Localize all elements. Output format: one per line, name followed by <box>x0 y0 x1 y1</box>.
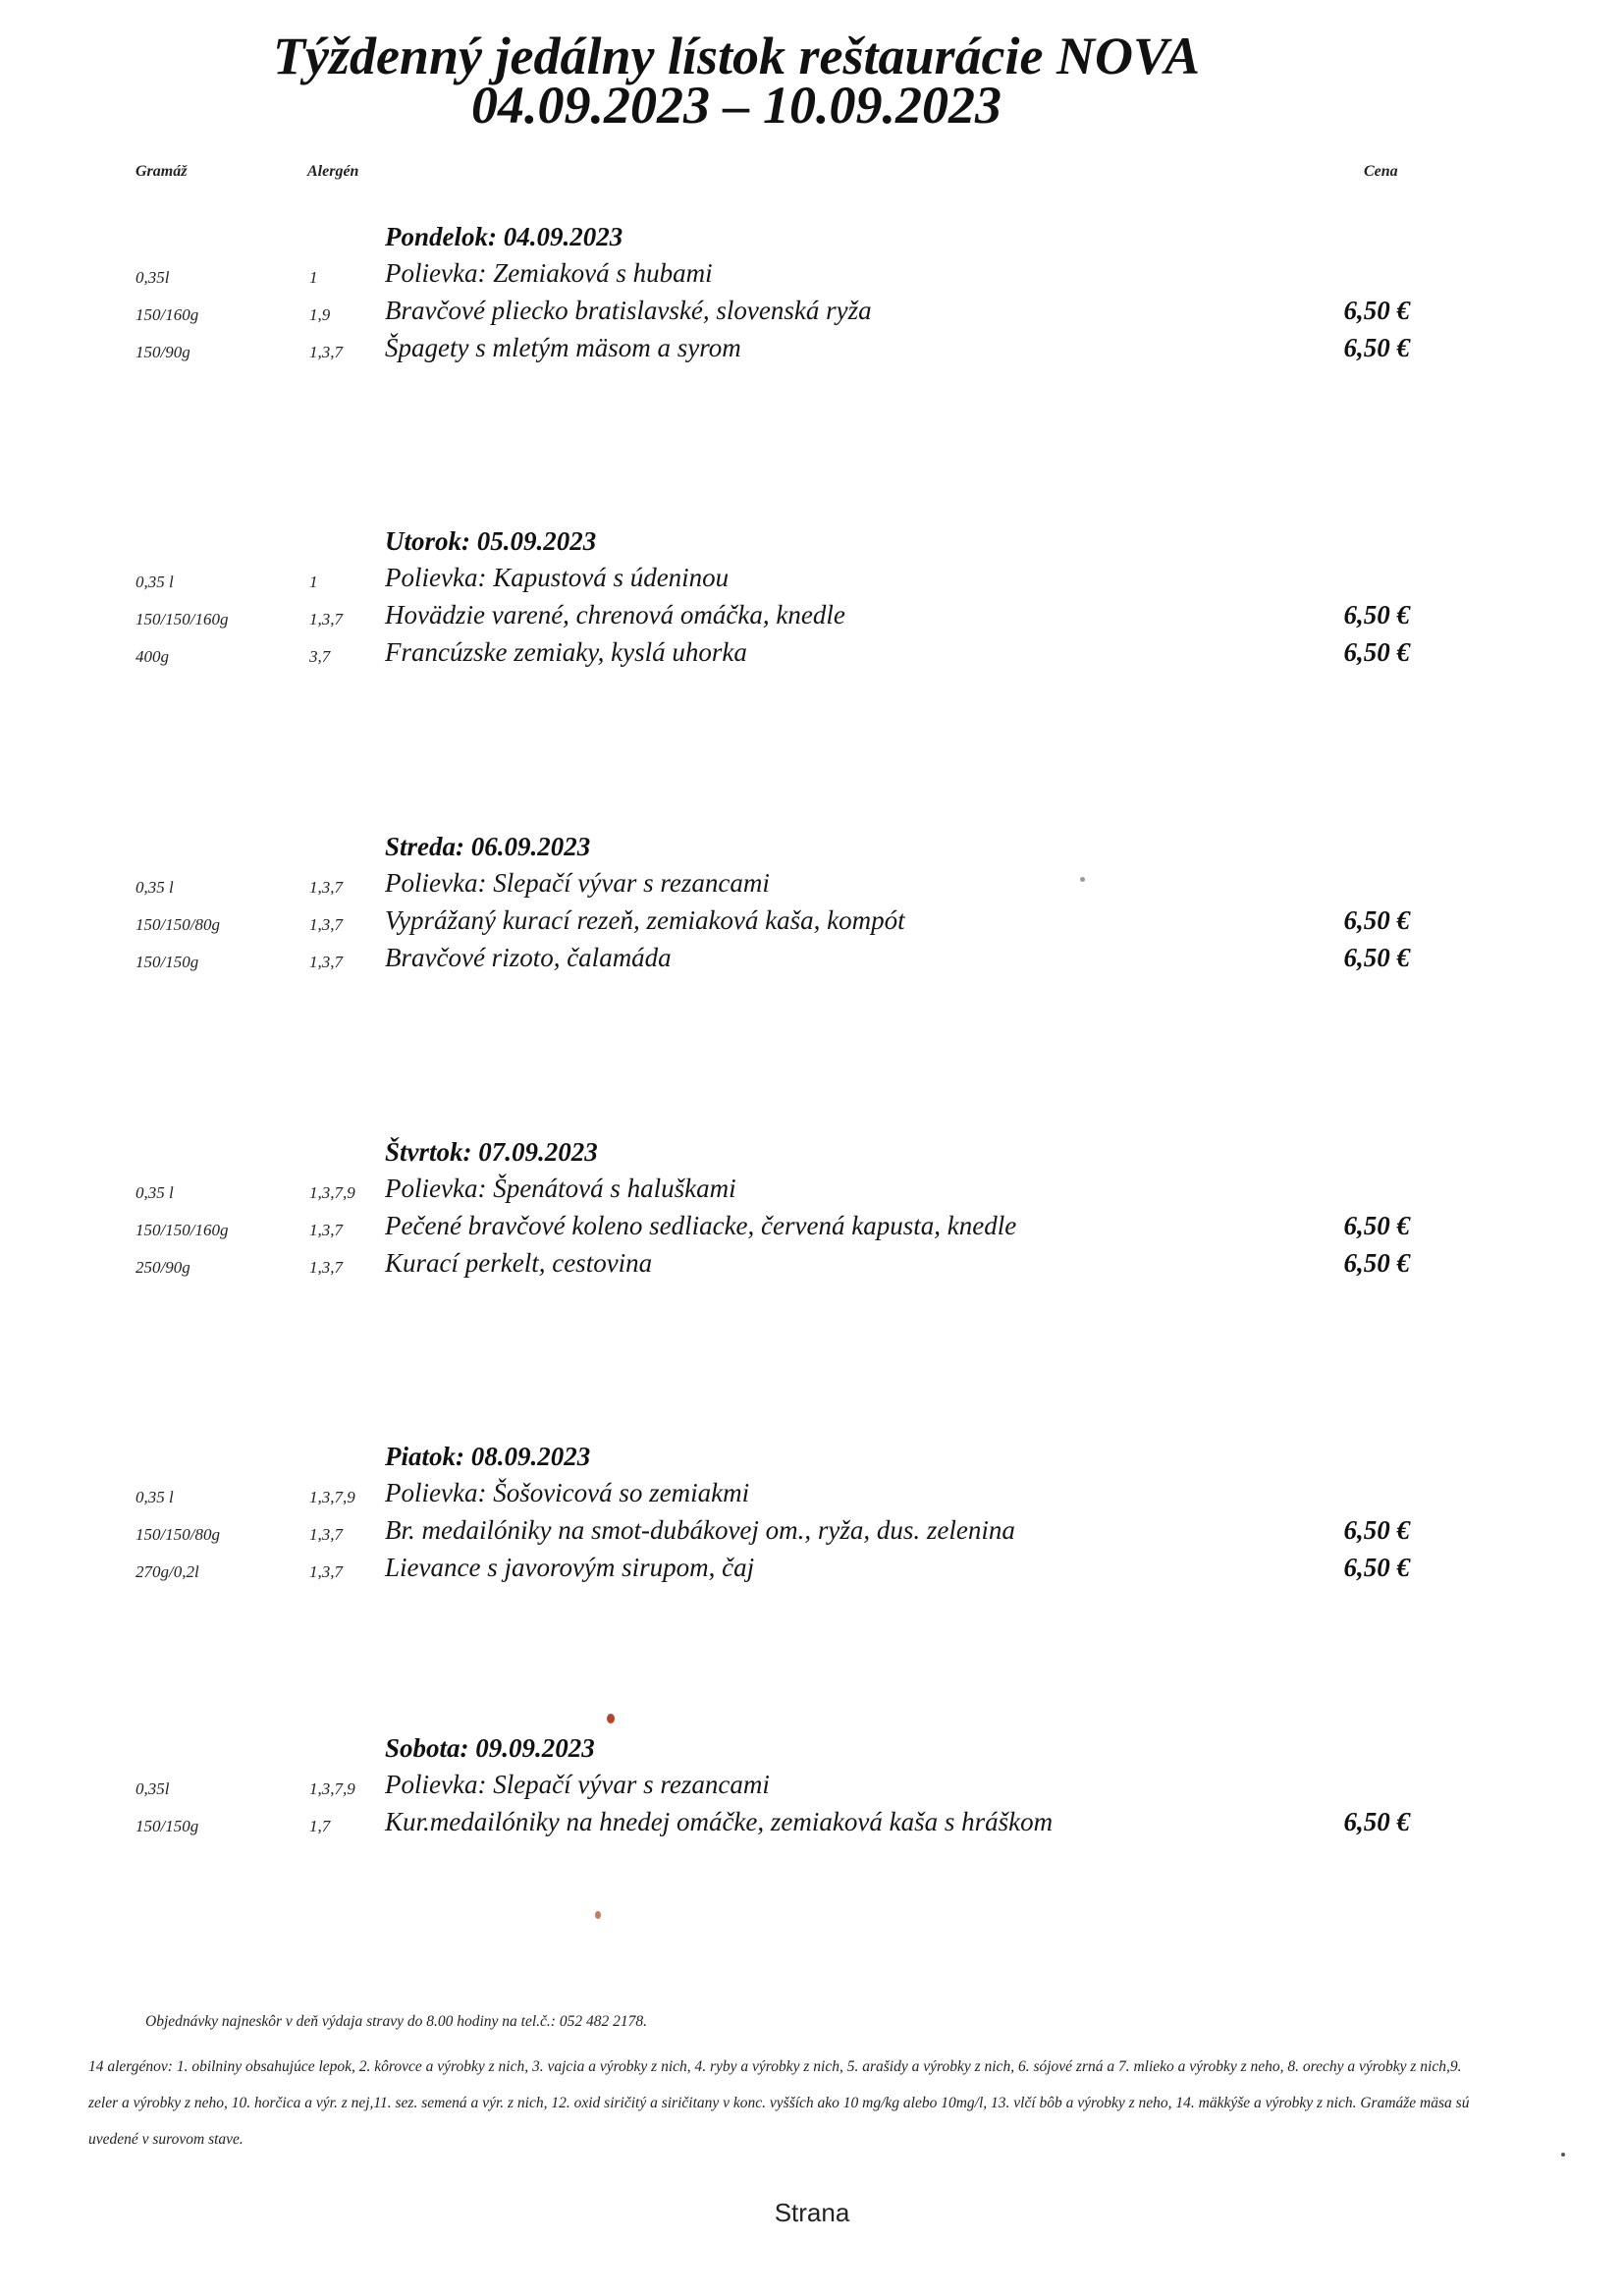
item-dish: Polievka: Zemiaková s hubami <box>385 258 713 288</box>
item-price: 6,50 € <box>1343 296 1410 325</box>
menu-row <box>0 943 1624 980</box>
day-heading: Piatok: 08.09.2023 <box>385 1442 591 1471</box>
item-price: 6,50 € <box>1343 1553 1410 1582</box>
item-dish: Polievka: Šošovicová so zemiakmi <box>385 1478 750 1507</box>
item-alergen: 1,3,7,9 <box>309 1488 355 1506</box>
day-heading: Sobota: 09.09.2023 <box>385 1733 595 1763</box>
day-heading: Utorok: 05.09.2023 <box>385 526 597 556</box>
menu-row <box>0 1478 1624 1515</box>
item-price: 6,50 € <box>1343 1211 1410 1240</box>
item-dish: Lievance s javorovým sirupom, čaj <box>385 1553 755 1582</box>
item-alergen: 1,3,7 <box>309 953 343 971</box>
item-alergen: 1,3,7 <box>309 610 343 629</box>
item-gram: 0,35l <box>135 268 170 287</box>
item-dish: Hovädzie varené, chrenová omáčka, knedle <box>385 600 845 629</box>
item-price: 6,50 € <box>1343 600 1410 629</box>
item-gram: 0,35 l <box>135 1183 174 1202</box>
item-dish: Bravčové rizoto, čalamáda <box>385 943 672 972</box>
order-note: Objednávky najneskôr v deň výdaja stravy do 8.00 hodiny na tel.č.: 052 482 2178. <box>145 2013 647 2030</box>
item-dish: Polievka: Špenátová s haluškami <box>385 1174 736 1203</box>
item-gram: 150/90g <box>135 343 190 361</box>
menu-row <box>0 1553 1624 1590</box>
item-gram: 150/150/80g <box>135 1525 220 1544</box>
scan-speck <box>607 1714 615 1723</box>
item-dish: Polievka: Kapustová s údeninou <box>385 563 730 592</box>
item-dish: Špagety s mletým mäsom a syrom <box>385 333 741 362</box>
scan-speck <box>1561 2153 1565 2157</box>
menu-row <box>0 1174 1624 1211</box>
item-dish: Pečené bravčové koleno sedliacke, červená kapusta, knedle <box>385 1211 1017 1240</box>
item-price: 6,50 € <box>1343 1248 1410 1278</box>
day-heading: Streda: 06.09.2023 <box>385 832 591 861</box>
item-gram: 0,35 l <box>135 1488 174 1506</box>
item-alergen: 1,3,7,9 <box>309 1779 355 1798</box>
item-alergen: 1,3,7 <box>309 915 343 934</box>
item-alergen: 1,7 <box>309 1817 331 1835</box>
item-price: 6,50 € <box>1343 333 1410 362</box>
item-alergen: 1,3,7 <box>309 878 343 897</box>
item-dish: Br. medailóniky na smot-dubákovej om., ryža, dus. zelenina <box>385 1515 1015 1545</box>
allergens-note: 14 alergénov: 1. obilniny obsahujúce lepok, 2. kôrovce a výrobky z nich, 3. vajcia a výrobky z nich, 4. ryby a výrobky z nich, 5. arašidy a výrobky z nich, 6. sójové zrná a 7. mlieko a výrobky z neho, 8. orechy a výrobky z nich,9. zeler a výrobky z neho, 10. horčica a výr. z nej,11. sez. semená a výr. z nich, 12. oxid siričitý a siričitany v konc. vyšších ako 10 mg/kg alebo 10mg/l, 13. vlčí bôb a výrobky z neho, 14. mäkkýše a výrobky z nich. Gramáže mäsa sú uvedené v surovom stave. <box>88 2058 1470 2148</box>
column-header-gram: Gramáž <box>135 163 188 180</box>
item-dish: Kurací perkelt, cestovina <box>385 1248 653 1278</box>
column-header-cena: Cena <box>1364 163 1398 180</box>
item-gram: 270g/0,2l <box>135 1562 199 1581</box>
day-heading: Štvrtok: 07.09.2023 <box>385 1137 598 1167</box>
scan-speck <box>1080 877 1085 882</box>
item-dish: Bravčové pliecko bratislavské, slovenská ryža <box>385 296 872 325</box>
menu-row <box>0 296 1624 333</box>
item-gram: 0,35 l <box>135 573 174 591</box>
menu-row <box>0 600 1624 637</box>
item-gram: 150/150/160g <box>135 610 229 629</box>
item-price: 6,50 € <box>1343 905 1410 935</box>
item-alergen: 1,3,7 <box>309 1221 343 1239</box>
menu-row <box>0 1515 1624 1553</box>
menu-row <box>0 905 1624 943</box>
item-gram: 0,35l <box>135 1779 170 1798</box>
item-price: 6,50 € <box>1343 1807 1410 1836</box>
day-heading: Pondelok: 04.09.2023 <box>385 222 623 251</box>
menu-row <box>0 1248 1624 1285</box>
item-alergen: 1 <box>309 573 318 591</box>
item-alergen: 1,3,7,9 <box>309 1183 355 1202</box>
item-gram: 250/90g <box>135 1258 190 1277</box>
item-price: 6,50 € <box>1343 637 1410 667</box>
menu-row <box>0 333 1624 370</box>
menu-row <box>0 637 1624 675</box>
item-dish: Polievka: Slepačí vývar s rezancami <box>385 868 770 898</box>
menu-row <box>0 563 1624 600</box>
item-dish: Kur.medailóniky na hnedej omáčke, zemiaková kaša s hráškom <box>385 1807 1054 1836</box>
item-gram: 0,35 l <box>135 878 174 897</box>
item-gram: 150/150/80g <box>135 915 220 934</box>
item-alergen: 1 <box>309 268 318 287</box>
item-gram: 150/150g <box>135 953 199 971</box>
menu-title: Týždenný jedálny lístok reštaurácie NOVA <box>273 27 1200 85</box>
item-alergen: 1,3,7 <box>309 1562 343 1581</box>
column-header-alergen: Alergén <box>307 163 359 180</box>
page-label: Strana <box>774 2198 850 2227</box>
item-dish: Vyprážaný kurací rezeň, zemiaková kaša, kompót <box>385 905 905 935</box>
item-gram: 400g <box>135 647 169 666</box>
menu-row <box>0 1770 1624 1807</box>
item-alergen: 1,9 <box>309 305 331 324</box>
item-price: 6,50 € <box>1343 1515 1410 1545</box>
scan-speck <box>595 1911 601 1919</box>
item-alergen: 1,3,7 <box>309 1258 343 1277</box>
item-dish: Polievka: Slepačí vývar s rezancami <box>385 1770 770 1799</box>
item-gram: 150/150g <box>135 1817 199 1835</box>
menu-row <box>0 1807 1624 1844</box>
item-gram: 150/150/160g <box>135 1221 229 1239</box>
item-dish: Francúzske zemiaky, kyslá uhorka <box>385 637 747 667</box>
menu-row <box>0 1211 1624 1248</box>
item-alergen: 1,3,7 <box>309 1525 343 1544</box>
item-gram: 150/160g <box>135 305 199 324</box>
menu-date-range: 04.09.2023 – 10.09.2023 <box>471 76 1001 135</box>
menu-row <box>0 868 1624 905</box>
item-alergen: 1,3,7 <box>309 343 343 361</box>
item-price: 6,50 € <box>1343 943 1410 972</box>
menu-row <box>0 258 1624 296</box>
item-alergen: 3,7 <box>309 647 331 666</box>
